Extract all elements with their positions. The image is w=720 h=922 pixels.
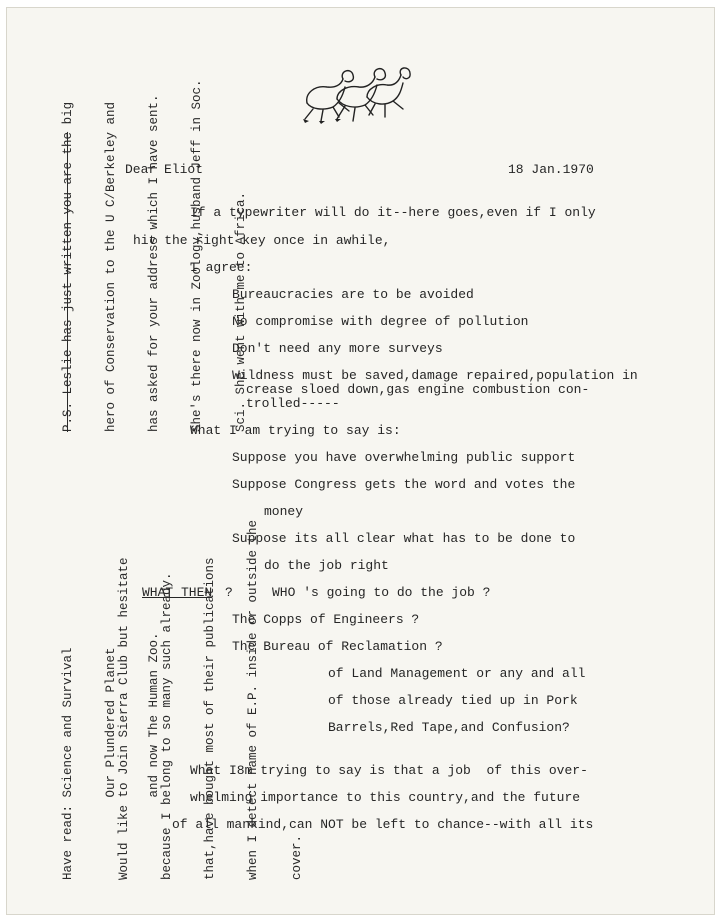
suppose-congress-2: money — [264, 504, 304, 519]
sierra-line-5: cover. — [289, 834, 304, 880]
land-management-3: Barrels,Red Tape,and Confusion? — [328, 720, 570, 735]
suppose-clear-2: do the job right — [264, 558, 389, 573]
list-item-bureaucracies: Bureaucracies are to be avoided — [232, 287, 474, 302]
list-item-pollution: No compromise with degree of pollution — [232, 314, 529, 329]
margin-ps-note — [32, 79, 263, 432]
suppose-support: Suppose you have overwhelming public support — [232, 450, 576, 465]
trying-heading: What I am trying to say is: — [190, 423, 401, 438]
have-read-line-1: Have read: Science and Survival — [60, 647, 75, 880]
suppose-congress-1: Suppose Congress gets the word and votes the — [232, 477, 576, 492]
who-question: WHO 's going to do the job ? — [272, 585, 491, 600]
bureau-of-reclamation: The Bureau of Reclamation ? — [232, 639, 443, 654]
land-management-1: of Land Management or any and all — [328, 666, 586, 681]
ps-line-4: She's there now in Zoology,husband Jeff in Soc. — [190, 79, 205, 432]
ps-line-5: Sci. She went with me to Africa. — [233, 191, 248, 432]
sierra-line-1: Would like to Join Sierra Club but hesitate — [116, 557, 131, 880]
ps-line-1-end: big — [60, 101, 75, 132]
bighorn-sheep-logo — [293, 63, 413, 130]
list-item-wildness-1: Wildness must be saved,damage repaired,population in — [232, 368, 638, 383]
agree-heading: I agree: — [190, 260, 253, 275]
list-item-wildness-3: trolled----- — [246, 396, 340, 411]
what-then: WHAT THEN — [142, 585, 213, 600]
body-line-2: hit the right key once in awhile, — [133, 233, 391, 248]
suppose-clear-1: Suppose its all clear what has to be done to — [232, 531, 576, 546]
closing-line-1: What I8m trying to say is that a job of this over- — [190, 763, 588, 778]
margin-sierra-club-note — [88, 520, 319, 880]
body-line-1: If a typewriter will do it--here goes,even if I only — [190, 205, 596, 220]
closing-line-2: whelming importance to this country,and the future — [190, 790, 581, 805]
have-read-line-3: and now The Human Zoo. — [147, 632, 162, 880]
list-item-wildness-2: crease sloed down,gas engine combustion con- — [246, 382, 590, 397]
bighorn-sheep-icon — [293, 63, 413, 125]
what-then-question-mark: ? — [225, 585, 233, 600]
corps-of-engineers: The Copps of Engineers ? — [232, 612, 420, 627]
ps-line-3: has asked for your address which I have sent. — [147, 94, 162, 432]
sierra-line-4: when I detect name of E.P. inside or outside the — [246, 519, 261, 880]
land-management-2: of those already tied up in Pork — [328, 693, 578, 708]
closing-line-3: of all mankind,can NOT be left to chance--with all its — [172, 817, 594, 832]
salutation: Dear Eliot — [125, 162, 204, 177]
have-read-line-2: Our Plundered Planet — [104, 647, 119, 880]
list-item-surveys: Don't need any more surveys — [232, 341, 443, 356]
letter-date: 18 Jan.1970 — [508, 162, 594, 177]
sierra-line-3: that,have bought most of their publications — [203, 557, 218, 880]
ps-line-1-struck: P.S. Leslie has just written you are the — [60, 131, 75, 432]
sierra-line-2: because I belong to so many such already. — [160, 572, 175, 880]
ps-line-2: hero of Conservation to the U C/Berkeley and — [104, 101, 119, 432]
